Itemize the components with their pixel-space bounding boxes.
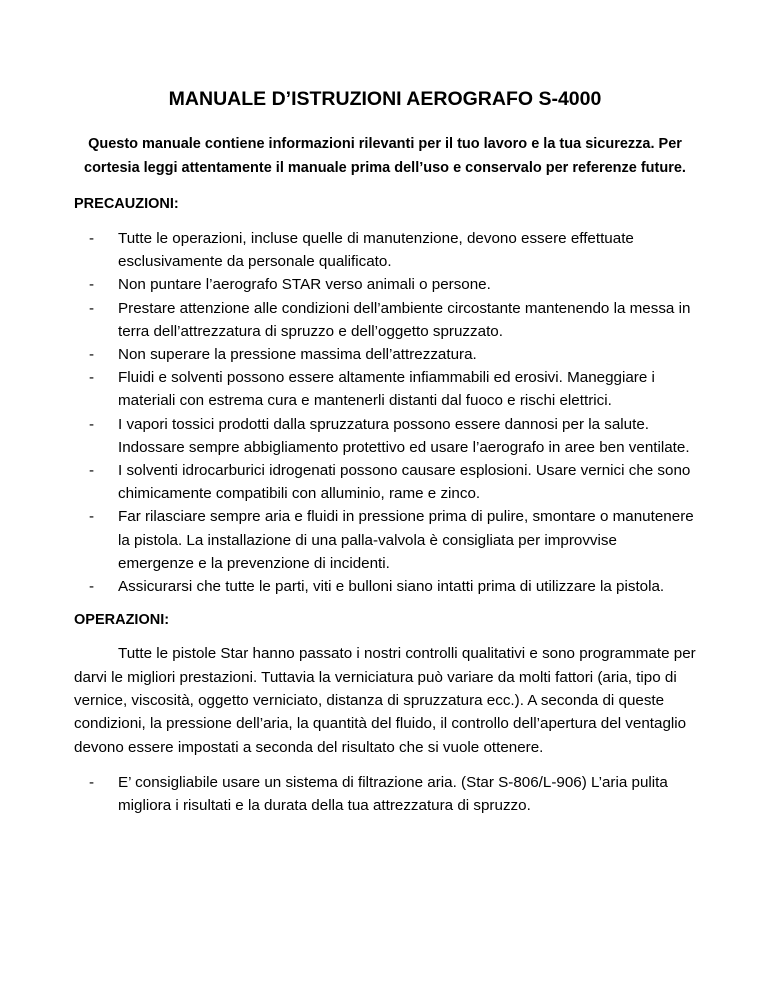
list-item-text: Assicurarsi che tutte le parti, viti e bulloni siano intatti prima di utilizzare la pistola. bbox=[118, 578, 665, 596]
list-item-text: Far rilasciare sempre aria e fluidi in pressione prima di pulire, smontare o manutenere la pistola. La installazione di una palla-valvola è consigliata per improvvise emergenze e la prevenzione di incidenti. bbox=[118, 508, 694, 572]
dash-bullet: - bbox=[89, 369, 95, 387]
list-item-text: Fluidi e solventi possono essere altamente infiammabili ed erosivi. Maneggiare i materiali con estrema cura e mantenerli distanti dal fuoco e rischi elettrici. bbox=[118, 369, 655, 410]
precautions-heading: PRECAUZIONI: bbox=[74, 196, 179, 212]
dash-bullet: - bbox=[89, 346, 95, 364]
list-item bbox=[74, 459, 696, 505]
list-item bbox=[74, 575, 696, 598]
dash-bullet: - bbox=[89, 578, 95, 596]
document-title: MANUALE D’ISTRUZIONI AEROGRAFO S-4000 bbox=[168, 88, 602, 110]
intro-notice: Questo manuale contiene informazioni rilevanti per il tuo lavoro e la tua sicurezza. Per cortesia leggi attentamente il manuale prima dell’uso e conservalo per referenze future. bbox=[84, 136, 686, 176]
operations-heading: OPERAZIONI: bbox=[74, 612, 170, 629]
list-item bbox=[74, 227, 696, 273]
list-item-text: Tutte le operazioni, incluse quelle di manutenzione, devono essere effettuate esclusivamente da personale qualificato. bbox=[118, 230, 634, 271]
list-item-text: Non puntare l’aerografo STAR verso animali o persone. bbox=[118, 276, 491, 294]
list-item bbox=[74, 505, 696, 575]
list-item bbox=[74, 297, 696, 343]
list-item-text: I vapori tossici prodotti dalla spruzzatura possono essere dannosi per la salute. Indossare sempre abbigliamento protettivo ed usare l’aerografo in aree ben ventilate. bbox=[118, 415, 690, 456]
dash-bullet: - bbox=[89, 299, 95, 317]
dash-bullet: - bbox=[89, 415, 95, 433]
list-item-text: I solventi idrocarburici idrogenati possono causare esplosioni. Usare vernici che sono chimicamente compatibili con alluminio, rame e zinco. bbox=[118, 462, 691, 503]
dash-bullet: - bbox=[89, 462, 95, 480]
list-item-text: E’ consigliabile usare un sistema di filtrazione aria. (Star S-806/L-906) L’aria pulita migliora i risultati e la durata della tua attrezzatura di spruzzo. bbox=[118, 774, 668, 815]
dash-bullet: - bbox=[89, 230, 95, 247]
list-item bbox=[74, 273, 696, 296]
operations-list bbox=[74, 771, 696, 817]
list-item-text: Prestare attenzione alle condizioni dell’ambiente circostante mantenendo la messa in terra dell’attrezzatura di spruzzo e dell’oggetto spruzzato. bbox=[118, 299, 691, 340]
dash-bullet: - bbox=[89, 276, 95, 294]
list-item bbox=[74, 366, 696, 412]
list-item-text: Non superare la pressione massima dell’attrezzatura. bbox=[118, 346, 477, 364]
list-item bbox=[74, 771, 696, 817]
list-item bbox=[74, 343, 696, 366]
operations-paragraph: Tutte le pistole Star hanno passato i nostri controlli qualitativi e sono programmate per darvi le migliori prestazioni. Tuttavia la verniciatura può variare da molti fattori (aria, tipo di vernice, viscosità, oggetto verniciato, distanza di spruzzatura ecc.). A seconda di queste condizioni, la pressione dell’aria, la quantità del fluido, il controllo dell’apertura del ventaglio devono essere impostati a seconda del risultato che si vuole ottenere. bbox=[74, 645, 696, 756]
list-item bbox=[74, 413, 696, 459]
dash-bullet: - bbox=[89, 774, 95, 792]
dash-bullet: - bbox=[89, 508, 95, 526]
precautions-list bbox=[74, 227, 696, 598]
